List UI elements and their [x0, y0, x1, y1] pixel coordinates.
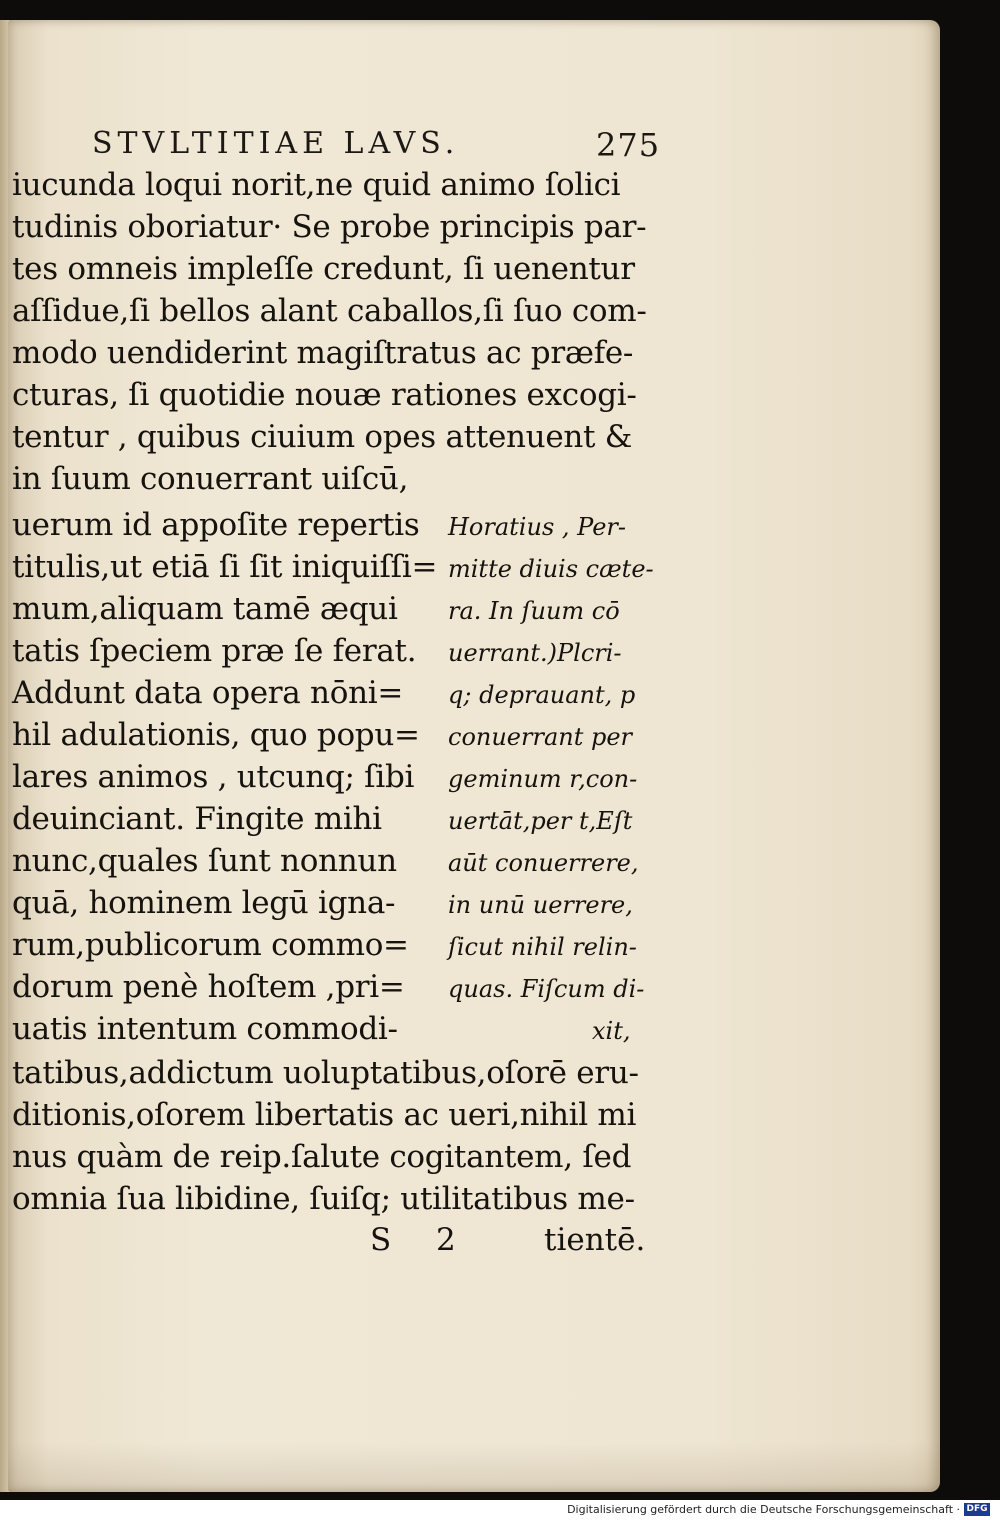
text-line: titulis,ut etiā ſi ſit iniquiſſi=	[12, 549, 438, 585]
signature-number: 2	[436, 1222, 456, 1258]
funding-credit: Digitalisierung gefördert durch die Deutsche Forschungsgemeinschaft ·	[567, 1503, 960, 1516]
gloss-line: uertāt,per t,Eſt	[448, 807, 633, 835]
gloss-line: mitte diuis cæte-	[448, 555, 654, 583]
gloss-line: aūt conuerrere,	[448, 849, 639, 877]
text-line: tes omneis impleſſe credunt, ſi uenentur	[12, 251, 635, 287]
gloss-line: conuerrant per	[448, 723, 633, 751]
text-line: in ſuum conuerrant uiſcū,	[12, 461, 409, 497]
text-line: iucunda loqui norit,ne quid animo ſolici	[12, 167, 621, 203]
text-line: hil adulationis, quo popu=	[12, 717, 420, 753]
text-line: lares animos , utcunq; ſibi	[12, 759, 415, 795]
gloss-line: geminum r,con-	[448, 765, 638, 793]
text-line: nus quàm de reip.ſalute cogitantem, ſed	[12, 1139, 632, 1175]
page-header	[0, 0, 1000, 180]
text-line: dorum penè hoſtem ,pri=	[12, 969, 405, 1005]
text-line: uerum id appoſite repertis	[12, 507, 420, 543]
gloss-line: q; deprauant, p	[448, 681, 636, 709]
text-line: mum,aliquam tamē æqui	[12, 591, 398, 627]
text-line: nunc,quales ſunt nonnun	[12, 843, 397, 879]
text-line: tentur , quibus ciuium opes attenuent &	[12, 419, 633, 455]
text-line: quā, hominem legū igna-	[12, 885, 396, 921]
text-line: aſſidue,ſi bellos alant caballos,ſi ſuo com-	[12, 293, 647, 329]
gloss-line: in unū uerrere,	[448, 891, 633, 919]
catchword: tientē.	[544, 1222, 646, 1258]
text-line: tudinis oboriatur· Se probe principis par-	[12, 209, 647, 245]
dfg-logo-icon: DFG	[964, 1503, 990, 1516]
page-number: 275	[596, 126, 661, 164]
digitization-footer	[0, 1500, 1000, 1520]
running-head: STVLTITIAE LAVS.	[92, 126, 460, 161]
text-line: uatis intentum commodi-	[12, 1011, 398, 1047]
gloss-line: quas. Fiſcum di-	[448, 975, 645, 1003]
text-line: cturas, ſi quotidie nouæ rationes excogi-	[12, 377, 637, 413]
text-line: rum,publicorum commo=	[12, 927, 409, 963]
gloss-line: ra. In ſuum cō	[448, 597, 620, 625]
text-line: omnia ſua libidine, ſuiſq; utilitatibus me-	[12, 1181, 635, 1217]
text-line: tatis ſpeciem præ ſe ferat.	[12, 633, 417, 669]
text-line: Addunt data opera nōni=	[12, 675, 404, 711]
text-line: tatibus,addictum uoluptatibus,oſorē eru-	[12, 1055, 639, 1091]
gloss-line: xit,	[592, 1017, 631, 1045]
text-line: modo uendiderint magiſtratus ac præfe-	[12, 335, 634, 371]
gloss-line: ſicut nihil relin-	[448, 933, 637, 961]
text-line: ditionis,oſorem libertatis ac ueri,nihil mi	[12, 1097, 637, 1133]
gloss-line: Horatius , Per-	[448, 513, 626, 541]
signature-mark: S	[370, 1222, 392, 1258]
text-line: deuinciant. Fingite mihi	[12, 801, 382, 837]
gloss-line: uerrant.)Plcri-	[448, 639, 622, 667]
